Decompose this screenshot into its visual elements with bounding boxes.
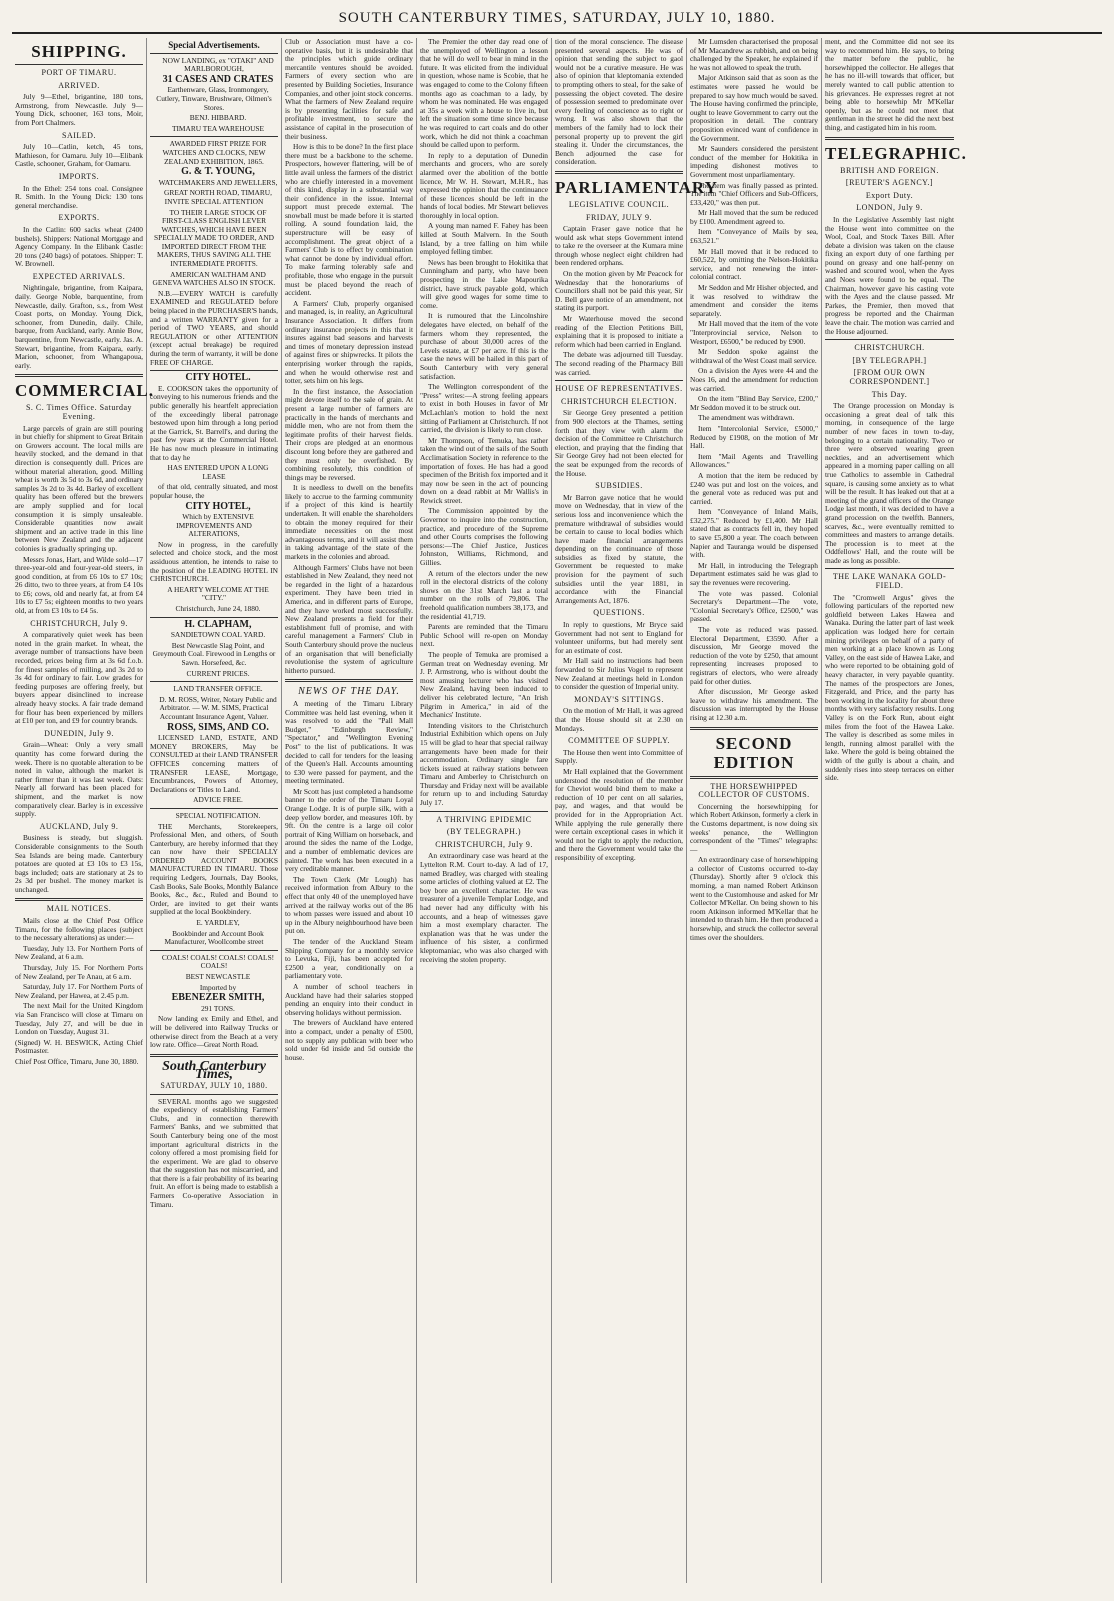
nameplate: South Canterbury Times, [162, 1058, 266, 1083]
newspaper-page [12, 8, 1102, 1585]
divider [150, 617, 278, 618]
article-paragraph: Mr Seddon and Mr Hisher objected, and it was resolved to withdraw the amendment and consider the items separately. [690, 283, 818, 318]
london-dateline: LONDON, July 9. [856, 203, 923, 213]
divider [825, 339, 954, 340]
leader-paragraph: How is this to be done? In the first place there must be a backbone to the scheme. Prospectors, however flattering, will be of little avail unless the farmers of the district who are chiefly interested in a movement of this kind, display in a substantial way their confidence in the issue. Internal support must precede external. The snowball must be made before it is started rolling. A sound foundation laid, the superstructure will be easy of accomplishment. The great object of a Farmers' Club is to effect by combination what cannot be done by individual effort. To make farming tolerably safe and profitable, those who engage in the pursuit must be placed beyond the reach of accident. [285, 142, 413, 298]
wanaka-heading: THE LAKE WANAKA GOLD-FIELD. [832, 572, 947, 591]
mail-heading: MAIL NOTICES. [46, 904, 112, 914]
news-paragraph: The tender of the Auckland Steam Shipping Company for a monthly service to Levuka, Fiji, has been accepted for £2500 a year, conditionally on a parliamentary vote. [285, 936, 413, 981]
mail-signed-date: Chief Post Office, Timaru, June 30, 1880. [15, 1056, 139, 1066]
ad-text: Which by EXTENSIVE IMPROVEMENTS AND ALTERATIONS, [176, 512, 254, 539]
auckland-dateline: AUCKLAND, July 9. [39, 821, 119, 831]
house-heading: HOUSE OF REPRESENTATIVES. [555, 384, 683, 394]
divider [690, 776, 818, 779]
ad-text: HAS ENTERED UPON A LONG LEASE [167, 463, 269, 481]
horsewhip-heading: THE HORSEWHIPPED COLLECTOR OF CUSTOMS. [698, 781, 810, 800]
divider [150, 136, 278, 137]
article-paragraph: Major Atkinson said that as soon as the estimates were passed he would be prepared to say how much would be saved. The House having confirmed the principle, ought to leave Government to carry out the proposition in detail. The contrary proposition evinced want of confidence in the Government. [690, 73, 818, 143]
divider [555, 380, 683, 381]
ad-text: G. & T. YOUNG, [181, 166, 255, 178]
ad-text: ROSS, SIMS, AND CO. [167, 721, 269, 733]
parliamentary-heading: PARLIAMENTARY [555, 177, 718, 197]
ad-text: of that old, centrally situated, and most popular house, the [150, 482, 278, 500]
divider [150, 53, 278, 54]
divider [825, 568, 954, 569]
ad-text: CURRENT PRICES. [186, 668, 250, 678]
column-5 [552, 37, 718, 1583]
article-paragraph: The debate was adjourned till Tuesday. The second reading of the Pharmacy Bill was carried. [555, 350, 683, 377]
divider [150, 1094, 278, 1095]
mail-signed: (Signed) W. H. BESWICK, Acting Chief Postmaster. [15, 1037, 143, 1056]
dateline: SATURDAY, JULY 10, 1880. [160, 1080, 268, 1090]
article-paragraph: Mr Hall moved that the item of the vote "Interprovincial service, Nelson to Westport, £6500," be reduced by £900. [690, 319, 818, 346]
house-subheading: CHRISTCHURCH ELECTION. [561, 396, 677, 406]
article-paragraph: An extraordinary case of horsewhipping a collector of Customs occurred to-day (Thursday). Shortly after 9 o'clock this morning, a man named Robert Atkinson went to the Customhouse and asked for Mr Collector M'Kellar. On being shown to his room Atkinson informed M'Kellar that he intended to thrash him. He then produced a horsewhip, and struck the collector several times over the shoulders. [690, 855, 818, 942]
ad-text: 31 CASES AND CRATES [162, 73, 274, 85]
news-paragraph: A return of the electors under the new roll in the electoral districts of the colony shows on the 31st March last a total number on the rolls of 79,806. The freehold qualification numbers 38,173, and the residential 41,719. [420, 568, 548, 621]
divider [285, 679, 413, 682]
ad-text: LICENSED LAND, ESTATE, AND MONEY BROKERS, May be CONSULTED at their LAND TRANSFER OFFICES concerning matters of TRANSFER LEASE, Mortgage, Encumbrances, Powers of Attorney, Declarations or Titles to Land. [150, 733, 278, 794]
article-paragraph: Item "Mail Agents and Travelling Allowances." [690, 451, 818, 470]
columns [12, 38, 1102, 1583]
article-paragraph: Sir George Grey presented a petition from 900 electors at the Thames, setting forth that they view with alarm the decision of the Committee re Christchurch election, and praying that the finding that Sir George Grey had not been elected for the seat be expunged from the records of the House. [555, 408, 683, 478]
article-paragraph: On a division the Ayes were 44 and the Noes 16, and the amendment for reduction was carried. [690, 366, 818, 393]
christchurch-dateline: CHRISTCHURCH, July 9. [30, 618, 128, 628]
leader-paragraph: Club or Association must have a co-operative basis, but it is undesirable that the principles which guide ordinary mercantile ventures should be avoided. Farmers of every section who are presented by Building Societies, Insurance Companies, and other joint stock concerns. What the farmers of New Zealand require is by presenting facilities for safe and profitable investment, to secure the assistance of capital in the prosecution of their business. [285, 37, 413, 141]
article-paragraph: Mr Barron gave notice that he would move on Wednesday, that in view of the serious loss and inconvenience which the premature withdrawal of subsidies would be certain to cause to local bodies which have made financial arrangements depending on the continuance of those subsidies as fixed by statute, the Government be requested to make provision for the payment of such subsidies until the year 1881, in accordance with the Financial Arrangements Act, 1876. [555, 492, 683, 605]
commercial-heading: COMMERCIAL. [15, 381, 154, 401]
mail-tuesday: Tuesday, July 13. For Northern Ports of New Zealand, at 6 a.m. [15, 943, 143, 962]
export-duty-heading: Export Duty. [865, 190, 914, 200]
article-paragraph: The amendment was withdrawn. [698, 413, 795, 423]
divider [150, 950, 278, 951]
leader-paragraph: SEVERAL months ago we suggested the expediency of establishing Farmers' Clubs, and in connection therewith Farmers' Banks, and we submitted that South Canterbury being one of the most important agricultural districts in the colony offered a most promising field for the experiment. We are glad to observe that the suggestion has not miscarried, and that there is a fair probability of its bearing fruit. An effort is being made to establish a Farmers Co-operative Association in Timaru. [150, 1096, 278, 1209]
news-paragraph: Mr Thompson, of Temuka, has rather taken the wind out of the sails of the South Acclimatisation Society in reference to the importation of foxes. He has had a good specimen of the British fox imported and it may now be seen in the act of pouncing down on a dead rabbit at Mr Wallis's in Rewick street. [420, 435, 548, 505]
article-paragraph: In the Legislative Assembly last night the House went into committee on the Wool, Coal, and Stock Taxes Bill. After debate a division was taken on the clause fixing an export duty of one farthing per pound on greasy and one half-penny on washed and scoured wool, when the Ayes and Noes were found to be equal. The Chairman, however gave his casting vote with the Ayes and the clause passed. Mr Parkes, the Premier, then moved that progress be reported and the Chairman leave the chair. The motion was carried and the House adjourned. [825, 214, 954, 336]
ad-text: Now landing ex Emily and Ethel, and will be delivered into Railway Trucks or otherwise direct from the Beach at a very low rate. Office—Great North Road. [150, 1014, 278, 1050]
news-paragraph: The Wellington correspondent of the "Press" writes:—A strong feeling appears to exist in both Houses in favor of Mr McLachlan's motion to hold the next sitting of Parliament at Christchurch. If not carried, the division is likely to run close. [420, 382, 548, 435]
sailed-text: July 10—Catlin, ketch, 45 tons, Mathieson, for Oamaru. July 10—Elibank Castle, schooner, Graham, for Oamaru. [15, 142, 143, 169]
arrived-heading: ARRIVED. [58, 80, 100, 90]
divider [555, 171, 683, 174]
article-paragraph: In reply to questions, Mr Bryce said Government had not sent to England for volunteer uniforms, but had merely sent for an estimate of cost. [555, 620, 683, 655]
divider [825, 137, 954, 140]
ad-text: H. CLAPHAM, [184, 618, 252, 630]
leader-paragraph: In the first instance, the Association might devote itself to the sale of grain. At present a large number of farmers are practically in the hands of merchants and middle men, who are not from them the legitimate profits of their harvest fields. Their crops are pledged at an enormous discount long before they are gathered and they must only be overfished. By combining resolutely, this condition of things may be reversed. [285, 386, 413, 482]
ad-text: 291 TONS. [201, 1003, 235, 1013]
ad-text: AMERICAN WALTHAM AND GENEVA WATCHES ALSO IN STOCK. [152, 269, 276, 288]
exports-heading: EXPORTS. [58, 213, 100, 223]
article-paragraph: Concerning the horsewhipping for which Robert Atkinson, formerly a clerk in the Customs department, is now doing six weeks' penance, the Wellington correspondent of the "Times" telegraphs:— [690, 801, 818, 854]
christchurch-day: This Day. [871, 389, 908, 399]
divider [150, 370, 278, 371]
monday-heading: MONDAY'S SITTINGS. [574, 694, 664, 704]
divider [150, 808, 278, 809]
article-paragraph: The vote as reduced was passed. Electoral Department, £3590. After a discussion, Mr George moved the reduction of the vote by £250, that amount representing increases proposed to registrars of electors, who were already paid for other duties. [690, 625, 818, 686]
ad-text: Bookbinder and Account Book Manufacturer, Woollcombe street [164, 928, 264, 947]
news-paragraph: Mr Scott has just completed a handsome banner to the order of the Timaru Loyal Orange Lodge. It is of purple silk, with a deep yellow border, and measures 10ft. by 9ft. On the centre is a large oil color portrait of King William on horseback, and around the sides the name of the Lodge, and a number of emblematic devices are painted. The work has been executed in a very creditable manner. [285, 786, 413, 874]
mail-saturday: Saturday, July 17. For Northern Ports of New Zealand, per Hawea, at 2.45 p.m. [15, 982, 143, 1000]
divider [150, 681, 278, 682]
ad-text: Earthenware, Glass, Ironmongery, Cutlery, Tinware, Brushware, Oilmen's Stores. [156, 85, 272, 112]
mail-uk: The next Mail for the United Kingdom via San Francisco will close at Timaru on Tuesday, July 27, and will be due in London on Tuesday, August 31. [15, 1001, 143, 1037]
ad-text: WATCHMAKERS AND JEWELLERS, [158, 177, 278, 187]
article-paragraph: The "Cromwell Argus" gives the following particulars of the reported new goldfield between Lakes Hawea and Wanaka. During the latter part of last week application was lodged here for certain mining privileges on behalf of a party of men working at a place known as Long Valley, on the east side of Hawea Lake, and who were reported to be obtaining gold of heavy character, in very payable quantity. The names of the prospectors are Jones, Fitzgerald, and Price, and the party has been working in the locality for about three months with very satisfactory results. Long Valley is on the Fork Run, about eight miles from the foot of the Hawea Lake. The valley is described as some miles in length, running almost parallel with the lake. Where the gold is being obtained the width of the gully is about a chain, and suddenly rises into steep terraces on either side. [825, 592, 954, 783]
news-paragraph: The Commission appointed by the Governor to inquire into the construction, practice, and procedure of the Supreme and other Courts comprises the following persons:—The Chief Justice, Justices Johnston, Williams, Richmond, and Gillies. [420, 506, 548, 568]
leader-paragraph: It is needless to dwell on the benefits likely to accrue to the farming community if a project of this kind is heartily undertaken. It will enable the shareholders to obtain the money required for their immediate necessities on the most advantageous terms, and it will assist them in taking advantage of the state of the markets in the colonies and abroad. [285, 483, 413, 562]
ad-text: COALS! COALS! COALS! COALS! COALS! [161, 952, 275, 971]
article-paragraph: ment, and the Committee did not see its way to recommend him. He says, to bring the matter before the public, he horsewhipped the collector. He alleges that he has no ill-will towards that officer, but merely wanted to call public attention to his grievances. He expresses regret at not being able to horsewhip Mr M'Kellar openly, but as he could not meet that gentleman in the street he did the next best thing, and castigated him in his room. [825, 37, 954, 132]
ad-text: N.B.—EVERY WATCH is carefully EXAMINED and REGULATED before being placed in the PURCHASER'S hands, and a written WARRANTY given for a period of TWO YEARS, and should REGULATION or other ATTENTION (except actual breakage) be required during the term of warranty, it will be done FREE OF CHARGE. [150, 288, 278, 367]
thriving-dateline: CHRISTCHURCH, July 9. [435, 839, 533, 849]
article-paragraph: Mr Waterhouse moved the second reading of the Election Petitions Bill, explaining that it is proposed to initiate a reform which had been carried in England. [555, 314, 683, 349]
article-paragraph: On the motion of Mr Hall, it was agreed that the House should sit at 2.30 on Mondays. [555, 706, 683, 733]
arrivals-text: July 9—Ethel, brigantine, 180 tons, Armstrong, from Newcastle. July 9—Young Dick, schooner, 163 tons, Moir, from Port Chalmers. [15, 92, 143, 127]
news-paragraph: News has been brought to Hokitika that Cunningham and party, who have been prospecting in the Lake Mapourika district, have struck payable gold, which will give good wages for some time to come. [420, 257, 548, 310]
ad-text: THE Merchants, Storekeepers, Professional Men, and others, of South Canterbury, are hereby informed that they can now have their SPECIALLY ORDERED ACCOUNT BOOKS MANUFACTURED IN TIMARU. Those requiring Ledgers, Journals, Day Books, Cash Books, Sale Books, Monthly Balance Books, &c., &c., Ruled and Bound to Order, are invited to get their wants supplied at the local Bookbindery. [150, 821, 278, 917]
ad-text: Now in progress, in the carefully selected and choice stock, and the most assiduous attention, he intends to raise to the position of the LEADING HOTEL IN CHRISTCHURCH. [150, 539, 278, 584]
port-heading: PORT OF TIMARU. [41, 68, 117, 77]
article-paragraph: Mr Saunders considered the persistent conduct of the member for Hokitika in impeding dishonest motives to Government most unparliamentary. [690, 144, 818, 179]
ad-text: SPECIAL NOTIFICATION. [175, 810, 261, 820]
article-paragraph: Item "Conveyance of Mails by sea, £63,521." [690, 227, 818, 246]
news-paragraph: Parents are reminded that the Timaru Public School will re-open on Monday next. [420, 622, 548, 649]
ad-text: A HEARTY WELCOME AT THE "CITY." [167, 584, 269, 603]
divider [15, 374, 143, 377]
article-paragraph: tion of the moral conscience. The disease presented several aspects. He was of opinion that sending the subject to gaol would not be a curative measure. He was also of opinion that kleptomania extended to prompting others to steal, for the sake of possessing the object coveted. The desire of possession seemed to predominate over every feeling of conscience as to right or wrong. It was also shown that the members of the family had to lock their personal property up to prevent the girl stealing it. Under the circumstances, the Bench adjourned the case for consideration. [555, 37, 683, 167]
news-paragraph: In reply to a deputation of Dunedin merchants and grocers, who are sorely alarmed over the abolition of the bottle licence, Mr W. H. Stewart, M.H.R., has expressed the opinion that the continuance of these licences should be left in the hands of local bodies. Mr Stewart believes thoroughly in local option. [420, 150, 548, 220]
article-paragraph: Mr Lumsden characterised the proposal of Mr Macandrew as rubbish, and on being challenged by the Speaker, he explained if he was not allowed to speak the truth. [690, 37, 818, 72]
ad-text: Best Newcastle Slag Point, and Greymouth Coal. Firewood in Lengths or Sawn. Horsefeed, &c. [152, 640, 276, 667]
article-paragraph: The item was finally passed as printed. The item "Chief Officers and Sub-Officers, £33,420," was then put. [690, 180, 818, 207]
article-paragraph: Mr Hall moved that the sum be reduced by £100. Amendment agreed to. [690, 208, 818, 226]
article-paragraph: The Orange procession on Monday is occasioning a great deal of talk this morning, in consequence of the large number of new faces in town to-day, belonging to a certain nationality. Two or three were observed wearing green neckties, and an advertisement which appeared in a morning paper calling on all true Catholics to assemble in Cathedral square, is causing some anxiety as to what will be the result. It has leaked out that at a meeting of the grand officers of the Orange Lodge last month, it was decided to have a grand procession on the twelfth. Banners, scarves, &c., were eventually remitted to committees and masters to arrange details. The procession is to meet at the Oddfellows' Hall, and the route will be made as long as possible. [825, 401, 954, 565]
news-paragraph: A young man named F. Fahey has been killed at South Malvern. In the South Island, by a tree falling on him while employed felling timber. [420, 221, 548, 257]
ad-text: E. COOKSON takes the opportunity of conveying to his numerous friends and the public generally his heartfelt appreciation of the exceedingly liberal patronage bestowed upon him through a long period at the Garrick, St. Barrell's, and during the past few years at the Commercial Hotel. He has now much pleasure in intimating that to day he [150, 383, 278, 462]
column-6 [687, 38, 822, 1583]
article-paragraph: Item "Intercolonial Service, £5000," Reduced by £1908, on the motion of Mr Hall. [690, 423, 818, 451]
divider [15, 64, 143, 65]
news-paragraph: The Premier the other day read one of the unemployed of Wellington a lesson that he will do well to bear in mind in the future. It was elicited from the individual in question, whose name is Scobie, that he was engaged to come to the Colony fifteen months ago as coachman to a lady, by whom he was nominated. He was engaged at 35s a week with a house to live in, but left the situation some time since because he was required to cart coals and do other work, which he did not think a coachman should be called upon to perform. [420, 37, 548, 150]
ad-text: CITY HOTEL. [185, 372, 251, 384]
legislative-heading: LEGISLATIVE COUNCIL. [568, 199, 670, 209]
british-heading: BRITISH AND FOREIGN. [840, 165, 939, 175]
leader-paragraph: Although Farmers' Clubs have not been established in New Zealand, they need not be regarded in the light of a hazardous experiment. They have been tried in America, and in different parts of Europe, and they have worked most successfully. New Zealand presents a field for their establishment full of promise, and with careful management a Farmers' Club in South Canterbury should prove the nucleus of an organisation that will beneficially revolutionise the system of agriculture hitherto pursued. [285, 562, 413, 675]
ad-text: ADVICE FREE. [193, 795, 243, 805]
office-line: S. C. Times Office. Saturday Evening. [25, 403, 133, 421]
mail-text: Mails close at the Chief Post Office Timaru, for the following places (subject to the necessary alterations) as under:— [15, 916, 143, 943]
exports-text: In the Catlin: 600 sacks wheat (2400 bushels). Shippers: National Mortgage and Agency Company. In the Elibank Castle: 20 tons (240 bags) of potatoes. Shipper: T. W. Brownell. [15, 224, 143, 269]
ad-text: Christchurch, June 24, 1880. [175, 604, 261, 614]
article-paragraph: A motion that the item be reduced by £240 was put and lost on the voices, and the general vote as reduced was put and carried. [690, 470, 818, 506]
article-paragraph: Item "Conveyance of Inland Mails, £32,275." Reduced by £1,400. Mr Hall stated that as contracts fell in, they hoped to save £5,800 a year. The coach between Napier and Tauranga would be dispensed with. [690, 507, 818, 560]
ad-text: Imported by [199, 982, 237, 992]
ad-text: TO THEIR LARGE STOCK OF FIRST-CLASS ENGLISH LEVER WATCHES, WHICH HAVE BEEN SPECIALLY MADE TO ORDER, AND IMPORTED DIRECT FROM THE MAKERS, THUS SAVING ALL THE INTERMEDIATE PROFITS. [153, 207, 275, 269]
dunedin-dateline: DUNEDIN, July 9. [44, 728, 114, 738]
legislative-date: FRIDAY, JULY 9. [586, 212, 652, 222]
ad-text: BENJ. HIBBARD. [189, 113, 247, 123]
divider [15, 898, 143, 901]
commercial-paragraph: Messrs Jonas, Hart, and Wilde sold—17 three-year-old and four-year-old steers, in good condition, at from £6 10s to £7 10s; 26 ditto, two to three years, at from £4 10s to £6; cows, old and nearly fat, at from £4 10s to £7 5s; eighteen months to two years old, at from £3 10s to £4 5s. [15, 554, 143, 616]
dunedin-text: Grain—Wheat: Only a very small quantity has come forward during the week. There is no quotable alteration to be noted in value, although the market is rather firmer than it was last week. Oats: Nearly all forward has been placed for shipment, and the market is now comparatively clear. Barley is in excessive supply. [15, 740, 143, 819]
column-7 [822, 37, 967, 1583]
questions-heading: QUESTIONS. [593, 608, 645, 618]
article-paragraph: Captain Fraser gave notice that he would ask what steps Government intend to take re the overseer at the Kumara mine through whose neglect eight children had been rendered orphans. [555, 224, 683, 268]
masthead: SOUTH CANTERBURY TIMES, SATURDAY, JULY 10, 1880. [12, 8, 1102, 34]
commercial-paragraph: Large parcels of grain are still pouring in but chiefly for shipment to Great Britain on Growers account. The local mills are heavily stocked, and the demand in that direction is consequently dull. Prices are without material alteration, good. Milling wheat is worth 3s 5d to 3s 6d, and ordinary samples 3s 2d to 3s 4d. Barley of excellent quality has been offered but the brewers are amply supplied and for local consumption it is simply unsaleable. Considerable quantities now await shipment and an active trade in this line between New Zealand and the adjacent colonies is gradually springing up. [15, 423, 143, 553]
news-heading: NEWS OF THE DAY. [298, 686, 400, 698]
special-ads-heading: Special Advertisements. [168, 40, 260, 50]
column-2 [147, 38, 282, 1583]
ad-text: CITY HOTEL, [185, 500, 251, 512]
divider [150, 1054, 278, 1057]
article-paragraph: After discussion, Mr George asked leave to withdraw his amendment. The discussion was interrupted by the House rising at 12.30 a.m. [690, 687, 818, 722]
ad-text: SANDIETOWN COAL YARD. [170, 630, 266, 640]
divider [690, 727, 818, 730]
thriving-text: An extraordinary case was heard at the Lyttelton R.M. Court to-day. A lad of 17, named Bradley, was charged with stealing some articles of clothing valued at £2. The boy bore an excellent character. He was treasurer of a juvenile Templar Lodge, and had never had any difficulty with his accounts, and a heap of witnesses gave him a most exemplary character. The explanation was that he was under the influence of his sister, a confirmed kleptomaniac, who was also charged with receiving the stolen property. [420, 851, 548, 964]
ad-text: D. M. ROSS, Writer, Notary Public and Arbitrator. — W. M. SIMS, Practical Accountant Insurance Agent, Valuer. [159, 694, 277, 721]
ad-text: E. YARDLEY, [196, 918, 240, 928]
news-paragraph: The brewers of Auckland have entered into a compact, under a penalty of £500, not to supply any publican with beer who sold under 6d inside and 5d outside the house. [285, 1018, 413, 1062]
sailed-heading: SAILED. [62, 130, 96, 140]
christchurch-heading: CHRISTCHURCH. [854, 343, 925, 353]
mail-thursday: Thursday, July 15. For Northern Ports of New Zealand, per Te Anau, at 6 a.m. [15, 963, 143, 981]
imports-text: In the Ethel: 254 tons coal. Consignee R. Smith. In the Young Dick: 130 tons general merchandise. [15, 183, 143, 210]
article-paragraph: On the item "Blind Bay Service, £200," Mr Seddon moved it to be struck out. [690, 394, 818, 412]
article-paragraph: Mr Hall, in introducing the Telegraph Department estimates said he was glad to say the revenues were recovering. [690, 560, 818, 588]
article-paragraph: The House then went into Committee of Supply. [555, 747, 683, 766]
telegraphic-heading: TELEGRAPHIC. [825, 143, 967, 163]
news-paragraph: A meeting of the Timaru Library Committee was held last evening, when it was resolved to add the "Pall Mall Budget," "Edinburgh Review," "Spectator," and "Wellington Evening Post" to the list of publications. It was decided to call for tenders for the leasing of the Queen's Hall. Accounts amounting to £30 were passed for payment, and the meeting terminated. [285, 698, 413, 786]
ad-text: TIMARU TEA WAREHOUSE [171, 123, 265, 133]
news-paragraph: It is rumoured that the Lincolnshire delegates have elected, on behalf of the farmers whom they represented, the purchase of about 30,000 acres of the Levels estate, at £7 per acre. If this is the case the news will be hailed in this part of South Canterbury with very general satisfaction. [420, 311, 548, 381]
article-paragraph: On the motion given by Mr Peacock for Wednesday that the honorariums of Councillors shall not be paid this year, Sir D. Bell gave notice of an amendment, not stating its purport. [555, 269, 683, 313]
column-1 [12, 38, 154, 1583]
article-paragraph: Mr Hall moved that it be reduced to £60,522, by omitting the Nelson-Hokitika service, and not renewing the inter-colonial contract. [690, 246, 818, 282]
second-edition-heading: SECOND EDITION [713, 733, 795, 772]
article-paragraph: Mr Seddon spoke against the withdrawal of the West Coast mail service. [690, 347, 818, 365]
supply-heading: COMMITTEE OF SUPPLY. [568, 736, 670, 746]
shipping-heading: SHIPPING. [31, 42, 127, 61]
ad-text: NOW LANDING, ex "OTAKI" AND MARLBOROUGH, [162, 55, 274, 74]
thriving-heading: A THRIVING EPIDEMIC [436, 814, 532, 824]
christchurch-own: [FROM OUR OWN CORRESPONDENT.] [849, 368, 930, 386]
ad-text: EBENEZER SMITH, [171, 992, 265, 1004]
news-paragraph: The people of Temuka are promised a German treat on Wednesday evening. Mr J. P. Armstrong, who is without doubt the most amusing lecturer who has visited New Zealand, having been induced to deliver his celebrated lecture, "An Irish Pilgrim in America," in aid of the Mechanics' Institute. [420, 649, 548, 720]
column-4 [417, 38, 552, 1583]
article-paragraph: The vote was passed. Colonial Secretary's Department—The vote, "Colonial Secretary's Office, £2500," was passed. [690, 588, 818, 624]
imports-heading: IMPORTS. [58, 171, 100, 181]
ad-text: GREAT NORTH ROAD, TIMARU, INVITE SPECIAL ATTENTION [164, 188, 272, 206]
divider [420, 811, 548, 812]
expected-heading: EXPECTED ARRIVALS. [32, 271, 126, 281]
auckland-text: Business is steady, but sluggish. Considerable consignments to the South Sea Islands are being made. Canterbury potatoes are quoted at £3 10s to £3 15s, bags included; oats are stationary at 2s to 2s 3d per bushel. The money market is unchanged. [15, 833, 143, 894]
column-3 [282, 38, 417, 1583]
news-paragraph: The Town Clerk (Mr Lough) has received information from Albury to the effect that only 40 of the unemployed have arrived at the railway works out of the 86 to whom passes were issued and about 10 up in the Albury neighbourhood have been put on. [285, 874, 413, 936]
ad-text: BEST NEWCASTLE [185, 972, 251, 981]
article-paragraph: Mr Hall said no instructions had been forwarded to Sir Julius Vogel to represent New Zealand at meetings held in London to consider the question of Imperial unity. [555, 656, 683, 692]
thriving-byline: (BY TELEGRAPH.) [446, 827, 522, 837]
article-paragraph: Mr Hall explained that the Government understood the resolution of the member for Cheviot would bind them to make a reduction of 10 per cent on all salaries, pay, and wages, and that would be provided for in the Appropriation Act. While applying the rule generally there were certain exceptional cases in which it would not be right to apply the reduction, and there the Government would take the responsibility of excepting. [555, 766, 683, 862]
news-paragraph: A number of school teachers in Auckland have had their salaries stopped pending an enquiry into their conduct in observing holidays without permission. [285, 981, 413, 1017]
ad-text: AWARDED FIRST PRIZE FOR WATCHES AND CLOCKS, NEW ZEALAND EXHIBITION, 1865. [162, 139, 267, 166]
subsidies-heading: SUBSIDIES. [595, 481, 643, 491]
news-paragraph: Intending visitors to the Christchurch Industrial Exhibition which opens on July 15 will be glad to hear that special railway arrangements have been made for their accommodation. Ordinary single fare tickets issued at railway stations between Timaru and Amberley to Christchurch on Thursday and Friday next will be available for return up to and including Saturday July 17. [420, 720, 548, 808]
christchurch-byline: [BY TELEGRAPH.] [852, 355, 927, 365]
reuter-line: [REUTER'S AGENCY.] [845, 178, 934, 188]
expected-text: Nightingale, brigantine, from Kaipara, daily. George Noble, barquentine, from Newcastle, daily. Grafton, s.s., from West Coast ports, on Monday. Young Dick, schooner, from Dunedin, daily. Chile, barque, from Auckland, early. Annie Bow, barquentine, from Newcastle, early. Jas. A. Stewart, brigantine, from Kaipara, early. Marion, schooner, from Whangapoua, early. [15, 283, 143, 370]
leader-paragraph: A Farmers' Club, properly organised and managed, is, in reality, an Agricultural Insurance Association. It differs from ordinary insurance projects in this that it insures against bad seasons and harvests and times of monetary depression instead of against fires or shipwrecks. It pilots the enterprising worker through the rapids, and when he would otherwise rest and totter, sets him on his legs. [285, 298, 413, 386]
christchurch-text: A comparatively quiet week has been noted in the grain market. In wheat, the average number of transactions have been recorded, prices being firm at 3s 6d f.o.b. for finest samples of milling, and 3s 2d to 3s 4d for ordinary to fair. Low grades for feeding purposes are offering freely, but buyers appear disinclined to increase already heavy stocks. A fair trade demand for flour has been experienced by millers at £10 per ton, and £9 for country brands. [15, 630, 143, 726]
ad-text: LAND TRANSFER OFFICE. [173, 684, 263, 694]
